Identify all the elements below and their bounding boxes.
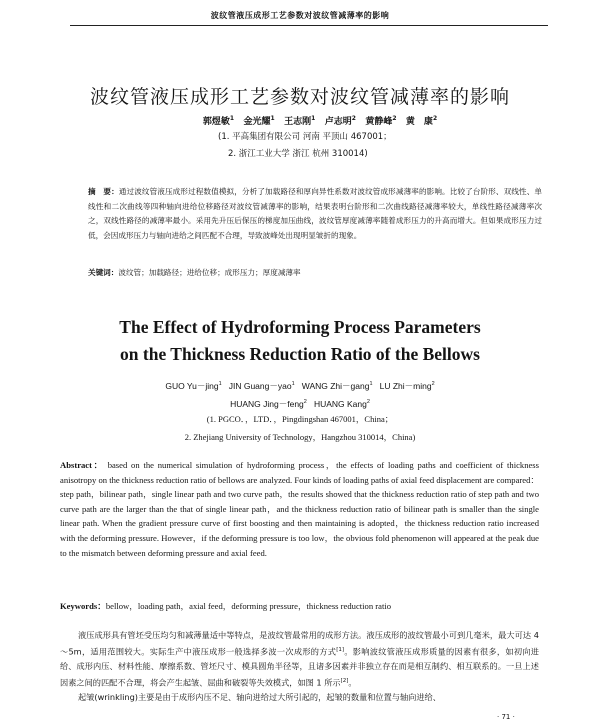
author-sup: 1 — [270, 115, 275, 122]
author-sup: 2 — [432, 115, 438, 122]
header-rule — [70, 25, 548, 26]
chinese-affiliation-2: 2. 浙江工业大学 浙江 杭州 310014) — [228, 149, 368, 159]
chinese-abstract-label: 摘 要： — [88, 187, 119, 196]
author-sup: 2 — [392, 115, 397, 122]
chinese-keywords — [88, 266, 542, 280]
citation-ref: [1] — [336, 646, 345, 653]
author-sup: 2 — [303, 398, 307, 405]
page-number: · 71 · — [497, 713, 515, 721]
author-sup: 1 — [369, 381, 373, 387]
body-text-run: 。 — [348, 677, 357, 688]
english-abstract — [60, 458, 539, 560]
author-name: LU Zhi－ming — [379, 380, 432, 391]
author-name: 黄静峰 — [365, 117, 393, 127]
chinese-abstract-text: 通过波纹管液压成形过程数值模拟，分析了加载路径和厚向异性系数对波纹管成形减薄率的影响。比较了台阶形、双线性、单线性和二次曲线等四种轴向进给位移路径对波纹管减薄率的影响，结果表明台阶形和二次曲线路径减薄率较大，单线性路径减薄率次之，双线性路径的减薄率最小。采用先升压后保压的梯度加压曲线，波纹管厚度减薄率随着成形压力的升高而增大。但如果成形压力过低，会因成形压力与轴向进给之间匹配不合理，导致波峰处出现明显皱折的现象。 — [88, 187, 543, 240]
english-title — [0, 314, 600, 368]
english-abstract-text: based on the numerical simulation of hydroforming process，the effects of loading paths and coefficient of thickness anisotropy on the thickness reduction ratio of bellows are analyzed. Four kinds of loading paths of axial feed displacement are compared：step path，bilinear path，single linear path and two curve path，the results showed that the thickness reduction ratio of step path and two curve path are the larger than the that of single linear path，and the thickness reduction ratio of bilinear path is smaller than the single linear path. When the gradient pressure curve of first boosting and then maintaining is adopted，the thickness reduction ratio increased with the deforming pressure. However，if the deforming pressure is too low，the obvious fold phenomenon will appeared at the peak due to the mismatch between deforming pressure and axial feed. — [60, 460, 539, 558]
author-sup: 1 — [229, 115, 235, 122]
chinese-authors — [120, 114, 520, 127]
body-paragraph-2: 起皱(wrinkling)主要是由于成形内压不足、轴向进给过大所引起的，起皱的数量和位置与轴向进给、 — [78, 691, 441, 702]
author-name: 郭煜敏 — [202, 117, 230, 127]
chinese-abstract — [88, 185, 542, 243]
author-name: GUO Yu－jing — [165, 380, 219, 391]
author-sup: 2 — [431, 381, 435, 387]
author-name: JIN Guang－yao — [228, 380, 292, 391]
author-name: 王志刚 — [284, 117, 312, 127]
english-affiliation-1: (1. PGCO．，LTD．，Pingdingshan 467001，China； — [206, 414, 394, 424]
author-name: HUANG Jing－feng — [230, 398, 304, 409]
citation-ref: [2] — [340, 677, 349, 684]
author-sup: 2 — [366, 398, 370, 405]
chinese-title: 波纹管液压成形工艺参数对波纹管减薄率的影响 — [89, 86, 510, 108]
body-paragraph-1 — [60, 628, 539, 690]
chinese-keywords-text: 波纹管；加载路径；进给位移；成形压力；厚度减薄率 — [118, 268, 301, 277]
english-keywords-text: bellow，loading path，axial feed，deforming pressure，thickness reduction ratio — [105, 601, 392, 611]
author-sup: 1 — [218, 381, 222, 387]
body-text-run: 。影响波纹管液压成形质量的因素有很多，如初向进给、成形内压、材料性能、摩擦系数、管坯尺寸、模具圆角半径等，且诸多因素并非独立存在而是相互制约、相互联系的。一旦上述因素之间的匹配不合理，将会产生起皱、屈曲和破裂等失效模式，如图 1 所示 — [60, 646, 539, 688]
author-name: 卢志明 — [324, 117, 352, 127]
author-sup: 1 — [311, 115, 316, 122]
body-text-run: 液压成形具有管坯受压均匀和减薄量适中等特点，是波纹管最常用的成形方法。液压成形的波纹管最小可到几毫米，最大可达 4～5m，适用范围较大。实际生产中液压成形一般选择多波一次成形的方式 — [60, 630, 539, 657]
chinese-keywords-label: 关键词： — [88, 268, 119, 277]
author-name: HUANG Kang — [313, 398, 367, 409]
chinese-affiliation-1: (1. 平高集团有限公司 河南 平顶山 467001； — [218, 132, 392, 142]
english-abstract-label: Abstract： — [60, 460, 104, 470]
author-name: 黄 康 — [405, 117, 433, 127]
english-authors-line-1 — [0, 376, 600, 394]
author-name: 金光耀 — [243, 117, 271, 127]
author-sup: 1 — [291, 381, 295, 387]
english-authors-line-2 — [0, 394, 600, 412]
english-authors — [0, 376, 600, 412]
author-name: WANG Zhi－gang — [301, 380, 370, 391]
english-title-line-2: on the Thickness Reduction Ratio of the Bellows — [120, 344, 480, 364]
running-head: 波纹管液压成形工艺参数对波纹管减薄率的影响 — [210, 11, 390, 20]
body-text — [60, 628, 539, 704]
english-affiliation-2: 2. Zhejiang University of Technology，Hangzhou 310014，China) — [184, 432, 416, 442]
english-keywords-label: Keywords： — [60, 601, 106, 611]
english-keywords — [60, 599, 539, 613]
english-title-line-1: The Effect of Hydroforming Process Parameters — [119, 317, 481, 337]
author-sup: 2 — [351, 115, 356, 122]
